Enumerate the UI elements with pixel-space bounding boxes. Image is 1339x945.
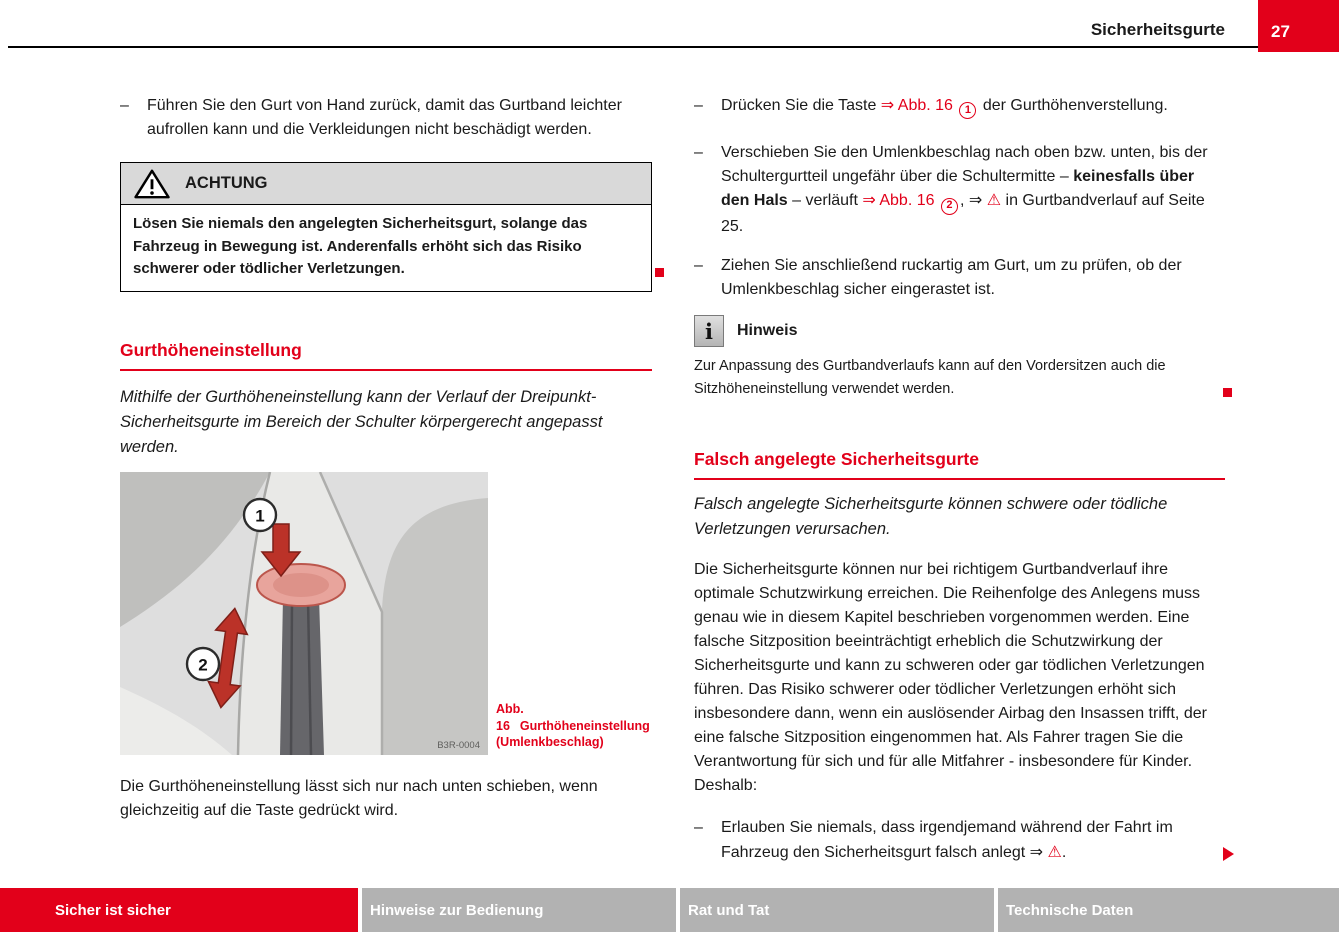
page-continues-marker xyxy=(1223,847,1234,861)
section-lead: Falsch angelegte Sicherheitsgurte können schwere oder tödliche Verletzungen verursachen. xyxy=(694,495,1168,538)
right-column xyxy=(694,0,1225,864)
list-item xyxy=(694,254,1225,301)
figure-marker-2 xyxy=(187,648,219,680)
section-heading: Gurthöheneinstellung xyxy=(120,340,652,371)
warning-text: Lösen Sie niemals den angelegten Sicherheitsgurt, solange das Fahrzeug in Bewegung ist. Anderenfalls erhöht sich das Risiko schwerer oder tödlicher Verletzungen. xyxy=(133,215,588,277)
note-header xyxy=(694,315,1225,347)
footer-tab-rat-und-tat: Rat und Tat xyxy=(680,888,994,932)
figure-caption-text: Gurthöheneinstellung (Umlenkbeschlag) xyxy=(496,718,650,749)
figure-reference-link[interactable]: ⇒ Abb. 16 xyxy=(862,192,939,210)
footer-tab-hinweise-zur-bedienung: Hinweise zur Bedienung xyxy=(362,888,676,932)
footer-tab-sicher-ist-sicher: Sicher ist sicher xyxy=(0,888,358,932)
figure-code: B3R-0004 xyxy=(437,739,480,751)
bullet-dash xyxy=(694,254,721,301)
bullet-dash xyxy=(694,816,721,864)
inline-marker-2: 2 xyxy=(941,198,958,215)
belt-strap xyxy=(280,597,324,755)
list-item-text: Erlauben Sie niemals, dass irgendjemand während der Fahrt im Fahrzeug den Sicherheitsgurt falsch anlegt ⇒ ⚠. xyxy=(721,819,1173,861)
bullet-dash xyxy=(694,141,721,238)
note-box xyxy=(694,315,1225,401)
list-item-text: Verschieben Sie den Umlenkbeschlag nach oben bzw. unten, bis der Schultergurtteil ungefähr über die Schultermitte – keinesfalls über den Hals – verläuft ⇒ Abb. 16 2 , ⇒ ⚠ in Gurtbandverlauf auf Seite 25. xyxy=(721,144,1208,235)
list-item-text: Führen Sie den Gurt von Hand zurück, damit das Gurtband leichter aufrollen kann und die Verkleidungen nicht beschädigt werden. xyxy=(147,97,622,138)
section-lead: Mithilfe der Gurthöheneinstellung kann der Verlauf der Dreipunkt-Sicherheitsgurte im Bereich der Schulter körpergerecht angepasst werden. xyxy=(120,387,603,456)
figure-reference-link[interactable]: ⇒ Abb. 16 xyxy=(880,97,958,114)
list-item xyxy=(694,141,1225,238)
figure-image xyxy=(120,472,488,755)
figure-row xyxy=(120,472,652,755)
figure-caption xyxy=(496,701,648,755)
list-item-text: Drücken Sie die Taste ⇒ Abb. 16 1 der Gurthöhenverstellung. xyxy=(721,94,1225,119)
section-heading: Falsch angelegte Sicherheitsgurte xyxy=(694,449,1225,480)
inline-warning-icon: ⚠ xyxy=(1047,841,1062,861)
page-number: 27 xyxy=(1271,22,1290,41)
warning-title: ACHTUNG xyxy=(185,174,268,192)
chapter-title: Sicherheitsgurte xyxy=(1090,20,1225,39)
footer-tab-technische-daten: Technische Daten xyxy=(998,888,1339,932)
paragraph: Die Gurthöheneinstellung lässt sich nur nach unten schieben, wenn gleichzeitig auf die Taste gedrückt wird. xyxy=(120,777,598,819)
figure-marker-1 xyxy=(244,499,276,531)
list-item-text: Ziehen Sie anschließend ruckartig am Gurt, um zu prüfen, ob der Umlenkbeschlag sicher eingerastet ist. xyxy=(721,257,1182,298)
bullet-dash xyxy=(694,94,721,119)
page-number-box xyxy=(1258,0,1339,52)
list-item xyxy=(694,94,1225,119)
warning-box xyxy=(120,162,652,292)
note-text: Zur Anpassung des Gurtbandverlaufs kann auf den Vordersitzen auch die Sitzhöheneinstellung verwendet werden. xyxy=(694,358,1166,397)
info-icon xyxy=(694,315,724,347)
inline-warning-icon: ⚠ xyxy=(986,190,1002,210)
svg-text:1: 1 xyxy=(255,506,265,525)
figure-caption-label: Abb. 16 xyxy=(496,702,524,733)
continuation-marker xyxy=(655,268,664,277)
inline-marker-1: 1 xyxy=(959,102,976,119)
warning-header xyxy=(121,163,651,205)
continuation-marker xyxy=(1223,388,1232,397)
svg-text:2: 2 xyxy=(198,655,208,674)
list-item xyxy=(694,816,1225,864)
paragraph: Die Sicherheitsgurte können nur bei richtigem Gurtbandverlauf ihre optimale Schutzwirkung erreichen. Die Reihenfolge des Anlegens muss genau wie in diesem Kapitel beschrieben vorgenommen werden. Eine falsche Sitzposition beeinträchtigt erheblich die Schutzwirkung der Sicherheitsgurte und kann zu schweren oder gar tödlichen Verletzungen führen. Das Risiko schwerer oder tödlicher Verletzungen erhöht sich insbesondere dann, wenn ein auslösender Airbag den Insassen trifft, der eine falsche Sitzposition eingenommen hat. Als Fahrer tragen Sie die Verantwortung für sich und für alle Mitfahrer - insbesondere für Kinder. Deshalb: xyxy=(694,561,1207,794)
note-title: Hinweis xyxy=(737,322,798,339)
list-item xyxy=(120,94,652,141)
warning-triangle-icon xyxy=(133,168,171,200)
bullet-dash xyxy=(120,94,147,141)
left-column xyxy=(120,0,652,823)
